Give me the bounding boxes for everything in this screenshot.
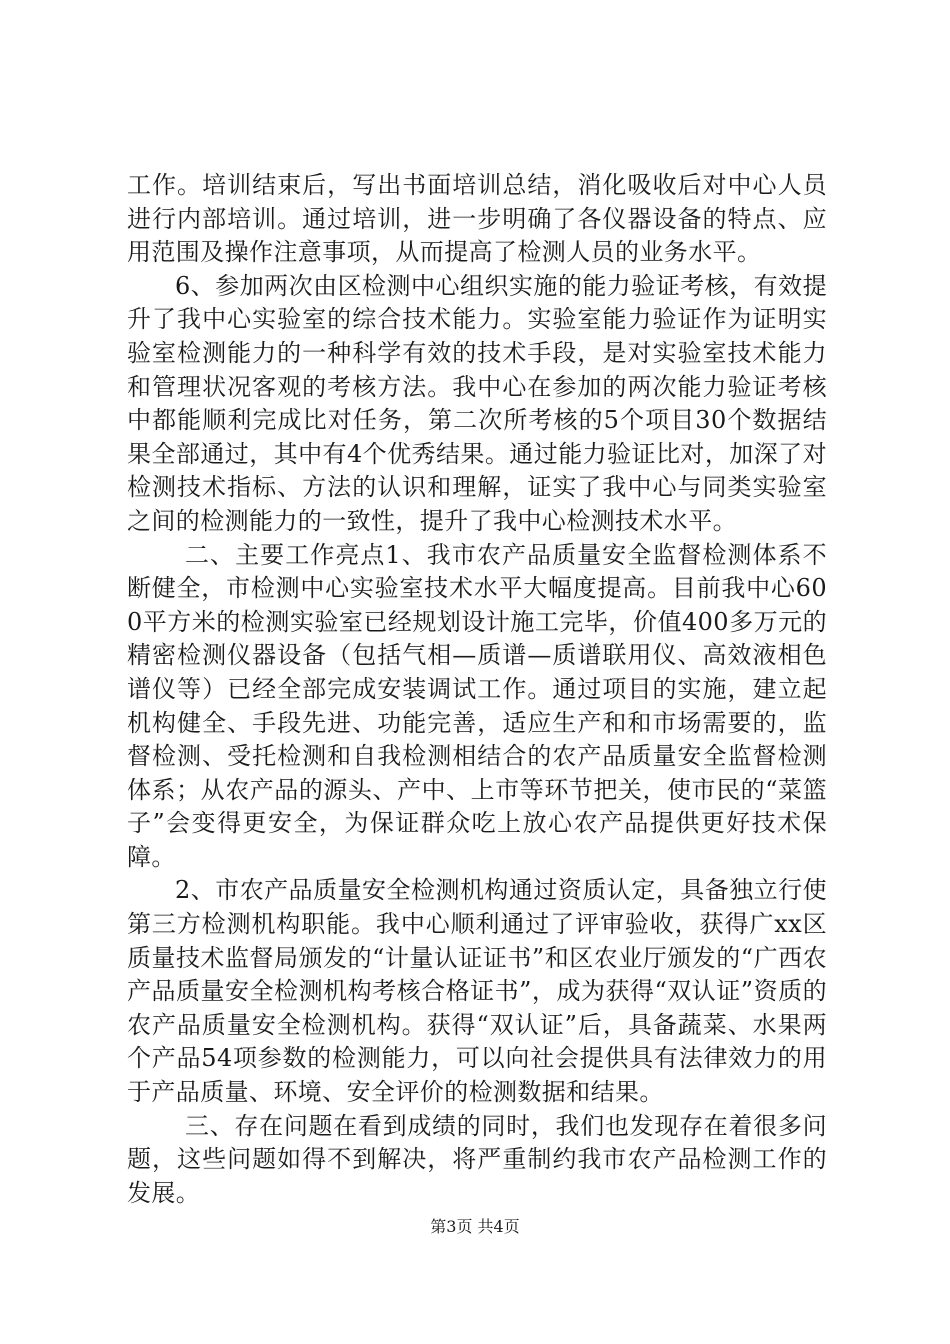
paragraph-existing-problems: 三、存在问题在看到成绩的同时，我们也发现存在着很多问题，这些问题如得不到解决，将严重制约我市农产品检测工作的发展。 (127, 1111, 827, 1207)
paragraph-qualification-certification: 2、市农产品质量安全检测机构通过资质认定，具备独立行使第三方检测机构职能。我中心顺利通过了评审验收，获得广xx区质量技术监督局颁发的“计量认证证书”和区农业厅颁发的“广西农产品质量安全检测机构考核合格证书”，成为获得“双认证”资质的农产品质量安全检测机构。获得“双认证”后，具备蔬菜、水果两个产品54项参数的检测能力，可以向社会提供具有法律效力的用于产品质量、环境、安全评价的检测数据和结果。 (127, 876, 827, 1107)
paragraph-work-highlights: 二、主要工作亮点1、我市农产品质量安全监督检测体系不断健全，市检测中心实验室技术水平大幅度提高。目前我中心600平方米的检测实验室已经规划设计施工完毕，价值400多万元的精密检测仪器设备（包括气相—质谱—质谱联用仪、高效液相色谱仪等）已经全部完成安装调试工作。通过项目的实施，建立起机构健全、手段先进、功能完善，适应生产和和市场需要的，监督检测、受托检测和自我检测相结合的农产品质量安全监督检测体系；从农产品的源头、产中、上市等环节把关，使市民的“菜篮子”会变得更安全，为保证群众吃上放心农产品提供更好技术保障。 (127, 540, 827, 871)
page-number-footer: 第3页 共4页 (430, 1217, 520, 1236)
paragraph-training-summary: 工作。培训结束后，写出书面培训总结，消化吸收后对中心人员进行内部培训。通过培训，进一步明确了各仪器设备的特点、应用范围及操作注意事项，从而提高了检测人员的业务水平。 (127, 171, 827, 267)
document-body (127, 169, 827, 1210)
paragraph-proficiency-testing: 6、参加两次由区检测中心组织实施的能力验证考核，有效提升了我中心实验室的综合技术能力。实验室能力验证作为证明实验室检测能力的一种科学有效的技术手段，是对实验室技术能力和管理状况客观的考核方法。我中心在参加的两次能力验证考核中都能顺利完成比对任务，第二次所考核的5个项目30个数据结果全部通过，其中有4个优秀结果。通过能力验证比对，加深了对检测技术指标、方法的认识和理解，证实了我中心与同类实验室之间的检测能力的一致性，提升了我中心检测技术水平。 (127, 271, 827, 535)
